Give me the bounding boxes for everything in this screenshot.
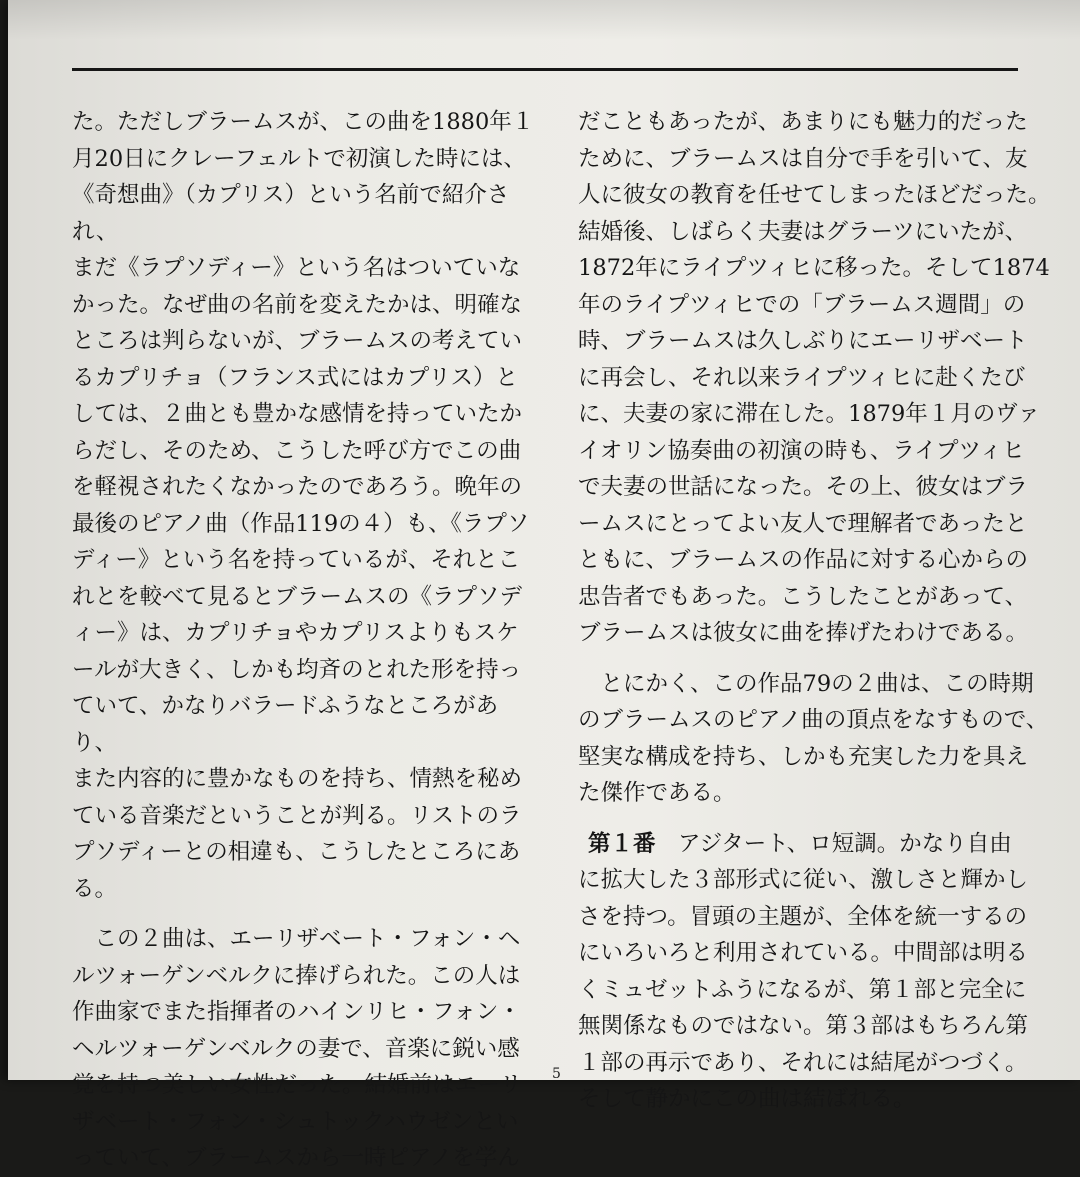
page-shadow	[8, 0, 1080, 40]
page-number: 5	[552, 1066, 561, 1082]
right-column	[578, 104, 1064, 1118]
paragraph-gap	[72, 907, 536, 921]
right-paragraph-2: とにかく、この作品79の２曲は、この時期 のブラームスのピアノ曲の頂点をなすもので、 堅実な構成を持ち、しかも充実した力を具え た傑作である。	[578, 670, 1049, 806]
section-body: アジタート、ロ短調。かなり自由 に拡大した３部形式に従い、激しさと輝かし さを持つ。冒頭の主題が、全体を統一するの にいろいろと利用されている。中間部は明る くミュゼットふうになるが、第１部と完全に 無関係なものではない。第３部はもちろん第 １部の再示であり、それには結尾がつづく。 そして静かにこの曲は結ばれる。	[578, 830, 1029, 1112]
left-paragraph-2: この２曲は、エーリザベート・フォン・ヘ ルツォーゲンベルクに捧げられた。この人は 作曲家でまた指揮者のハインリヒ・フォン・ ヘルツォーゲンベルクの妻で、音楽に鋭い感 覚を持つ美しい女性だった。結婚前はエーリ ザベート・フォン・シュトックハウゼンとい っていて、ブラームスから一時ピアノを学ん	[72, 926, 523, 1171]
section-heading: 第１番	[588, 830, 656, 857]
right-paragraph-1: だこともあったが、あまりにも魅力的だった ために、ブラームスは自分で手を引いて、友 人に彼女の教育を任せてしまったほどだった。 結婚後、しばらく夫妻はグラーツにいたが、 1872年にライプツィヒに移った。そして1874 年のライプツィヒでの「ブラームス週間」の 時、ブラームスは久しぶりにエーリザベート に再会し、それ以来ライプツィヒに赴くたび に、夫妻の家に滞在した。1879年１月のヴァ イオリン協奏曲の初演の時も、ライプツィヒ で夫妻の世話になった。その上、彼女はブラ ームスにとってよい友人で理解者であったと ともに、ブラームスの作品に対する心からの 忠告者でもあった。こうしたことがあって、 ブラームスは彼女に曲を捧げたわけである。	[578, 109, 1051, 646]
left-paragraph-1: た。ただしブラームスが、この曲を1880年１ 月20日にクレーフェルトで初演した時には、 《奇想曲》（カプリス）という名前で紹介され、 まだ《ラプソディー》という名はついていな かった。なぜ曲の名前を変えたかは、明確な ところは判らないが、ブラームスの考えてい るカプリチョ（フランス式にはカプリス）と しては、２曲とも豊かな感情を持っていたか らだし、そのため、こうした呼び方でこの曲 を軽視されたくなかったのであろう。晩年の 最後のピアノ曲（作品119の４）も、《ラプソ ディー》という名を持っているが、それとこ れとを較べて見るとブラームスの《ラプソデ ィー》は、カプリチョやカプリスよりもスケ ールが大きく、しかも均斉のとれた形を持っ ていて、かなりバラードふうなところがあり、 また内容的に豊かなものを持ち、情熱を秘め ている音楽だということが判る。リストのラ プソディーとの相違も、こうしたところにあ る。	[72, 109, 535, 902]
paragraph-gap	[578, 812, 1064, 826]
left-column	[72, 104, 536, 1177]
right-paragraph-3	[578, 826, 1064, 1118]
paragraph-gap	[578, 652, 1064, 666]
header-rule	[72, 68, 1018, 71]
booklet-page	[8, 0, 1080, 1171]
